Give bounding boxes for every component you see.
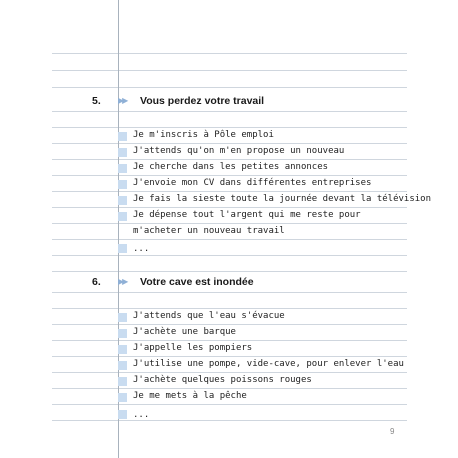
answer-option: Je cherche dans les petites annonces <box>133 162 329 172</box>
ruled-line <box>52 388 407 389</box>
ruled-line <box>52 127 407 128</box>
answer-option-other: ... <box>133 410 150 420</box>
question-title: Vous perdez votre travail <box>140 95 265 107</box>
ruled-line <box>52 223 407 224</box>
answer-checkbox[interactable] <box>118 410 127 419</box>
answer-option: J'attends que l'eau s'évacue <box>133 311 285 321</box>
ruled-line <box>52 87 407 88</box>
answer-checkbox[interactable] <box>118 345 127 354</box>
answer-checkbox[interactable] <box>118 393 127 402</box>
double-arrow-icon: ▶▶ <box>118 96 127 105</box>
answer-option: J'utilise une pompe, vide-cave, pour enlever l'eau <box>133 359 404 369</box>
question-number: 5. <box>92 95 101 107</box>
answer-checkbox[interactable] <box>118 377 127 386</box>
answer-checkbox[interactable] <box>118 196 127 205</box>
answer-checkbox[interactable] <box>118 164 127 173</box>
answer-checkbox[interactable] <box>118 244 127 253</box>
margin-line <box>118 0 119 458</box>
ruled-line <box>52 111 407 112</box>
answer-option-other: ... <box>133 244 150 254</box>
answer-option: J'envoie mon CV dans différentes entreprises <box>133 178 372 188</box>
ruled-line <box>52 356 407 357</box>
answer-checkbox[interactable] <box>118 132 127 141</box>
ruled-line <box>52 340 407 341</box>
ruled-line <box>52 404 407 405</box>
ruled-line <box>52 53 407 54</box>
ruled-line <box>52 292 407 293</box>
answer-checkbox[interactable] <box>118 212 127 221</box>
answer-option: Je dépense tout l'argent qui me reste pour <box>133 210 361 220</box>
ruled-line <box>52 175 407 176</box>
question-number: 6. <box>92 276 101 288</box>
answer-option: J'appelle les pompiers <box>133 343 253 353</box>
ruled-line <box>52 271 407 272</box>
answer-checkbox[interactable] <box>118 180 127 189</box>
answer-option: J'attends qu'on m'en propose un nouveau <box>133 146 345 156</box>
ruled-line <box>52 372 407 373</box>
ruled-line <box>52 420 407 421</box>
answer-checkbox[interactable] <box>118 329 127 338</box>
answer-option: J'achète une barque <box>133 327 236 337</box>
ruled-line <box>52 308 407 309</box>
ruled-line <box>52 70 407 71</box>
ruled-line <box>52 239 407 240</box>
answer-option: Je fais la sieste toute la journée devant la télévision <box>133 194 432 204</box>
page-number: 9 <box>390 427 395 436</box>
answer-checkbox[interactable] <box>118 148 127 157</box>
ruled-line <box>52 324 407 325</box>
answer-option-continuation: m'acheter un nouveau travail <box>133 226 285 236</box>
ruled-line <box>52 191 407 192</box>
question-title: Votre cave est inondée <box>140 276 254 288</box>
double-arrow-icon: ▶▶ <box>118 277 127 286</box>
ruled-line <box>52 207 407 208</box>
answer-option: Je m'inscris à Pôle emploi <box>133 130 274 140</box>
ruled-line <box>52 143 407 144</box>
ruled-line <box>52 255 407 256</box>
answer-option: J'achète quelques poissons rouges <box>133 375 312 385</box>
answer-option: Je me mets à la pêche <box>133 391 247 401</box>
answer-checkbox[interactable] <box>118 313 127 322</box>
ruled-line <box>52 159 407 160</box>
answer-checkbox[interactable] <box>118 361 127 370</box>
